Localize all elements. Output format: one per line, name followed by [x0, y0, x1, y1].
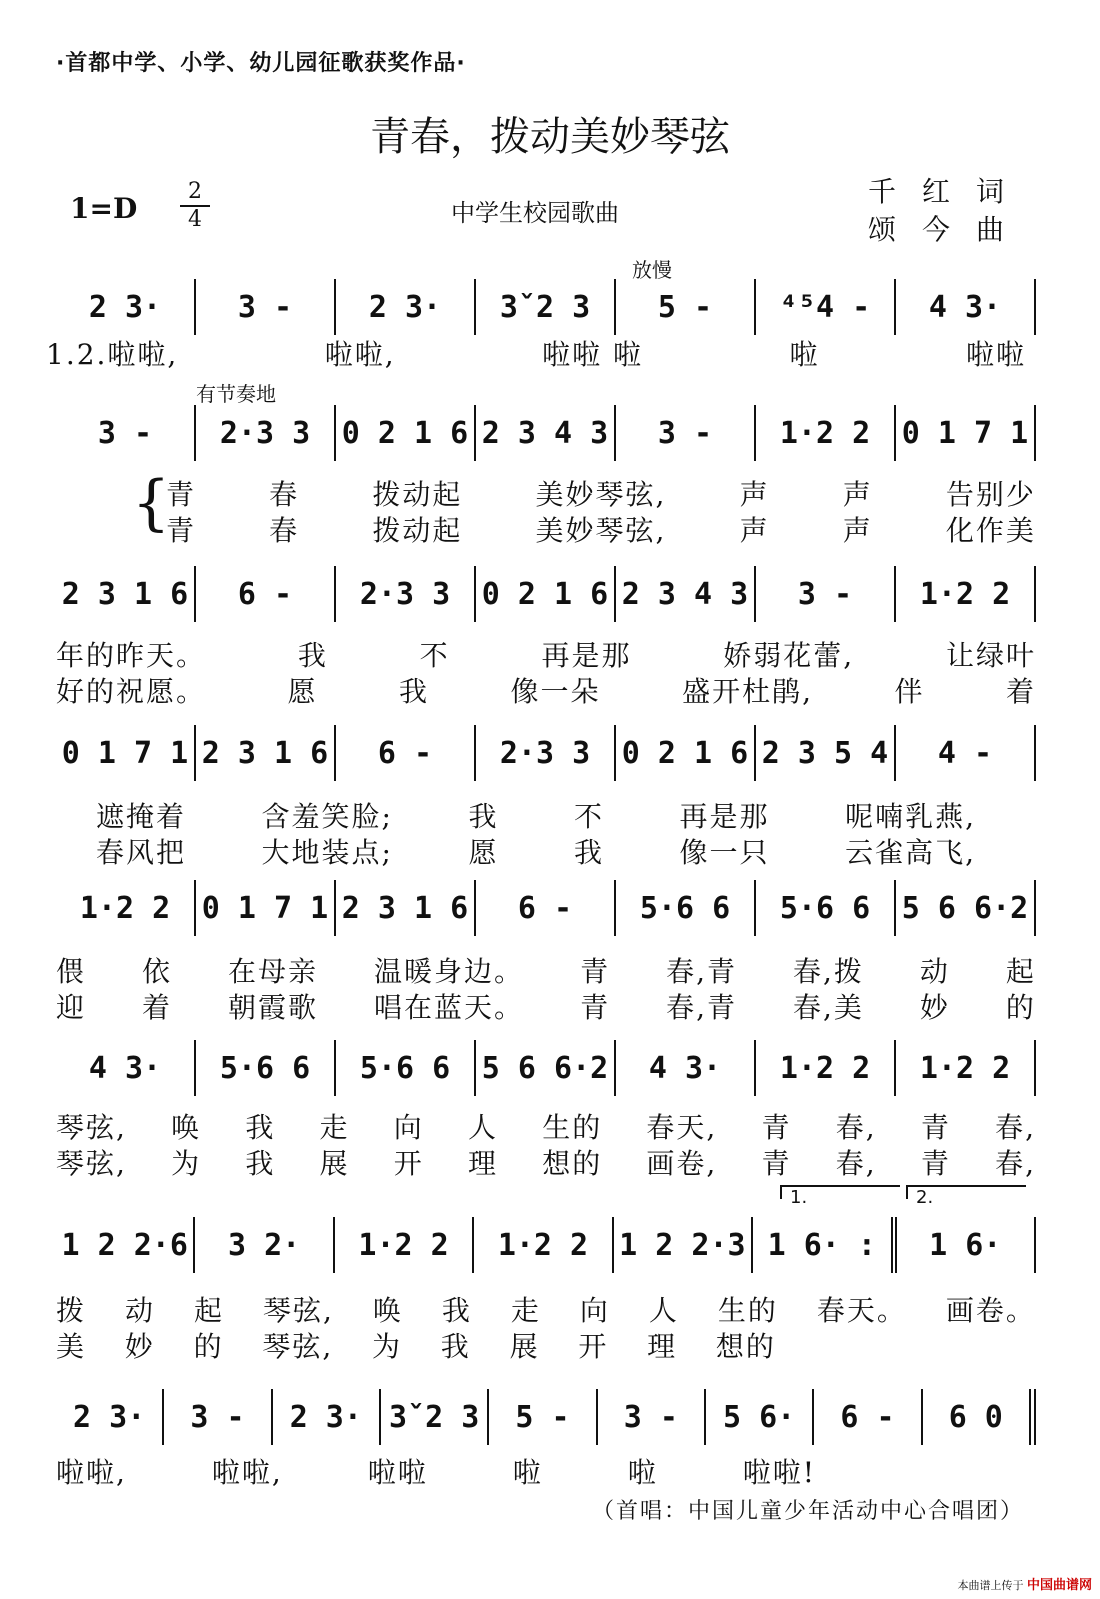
notes-row	[56, 1215, 1036, 1275]
time-signature-bottom: 4	[188, 207, 202, 232]
lyric-word: 春风把	[96, 836, 187, 869]
measure: 0 1 7 1	[894, 405, 1036, 461]
lyric-word: 我	[440, 1330, 471, 1363]
lyric-word: 拨动起	[372, 514, 463, 547]
lyric-word: 春,青	[666, 955, 737, 988]
lyric-word: 美妙琴弦,	[535, 478, 667, 511]
lyric-word: 理	[467, 1147, 498, 1180]
lyric-word: 向	[579, 1294, 610, 1327]
lyric-word: 朝霞歌	[228, 991, 319, 1024]
lyric-word: 琴弦,	[263, 1294, 334, 1327]
lyric-word: 开	[578, 1330, 609, 1363]
lyric-word: 像一只	[679, 836, 770, 869]
lyric-word: 不	[574, 800, 605, 833]
lyric-word: 春,	[995, 1147, 1036, 1180]
lyric-word: 春,	[835, 1111, 877, 1144]
lyric-word: 好的祝愿。	[56, 675, 207, 708]
lyric-word: 生的	[717, 1294, 778, 1327]
lyric-word: 妙	[919, 991, 950, 1024]
lyric-word: 走	[319, 1111, 350, 1144]
lyric-word: 想的	[715, 1330, 776, 1363]
lyric-line	[56, 1453, 816, 1489]
measure: 3 -	[162, 1389, 270, 1445]
lyric-word: 不	[419, 639, 450, 672]
song-subtitle: 中学生校园歌曲	[451, 199, 619, 227]
measure: 2·3 3	[474, 725, 614, 781]
lyric-word: 啦	[512, 1456, 543, 1489]
lyric-word: 琴弦,	[56, 1147, 127, 1180]
measure: 6 -	[812, 1389, 920, 1445]
measure: 5·6 6	[194, 1040, 334, 1096]
tempo-marking-slow: 放慢	[632, 258, 672, 282]
composer-credit: 颂今曲	[868, 213, 1031, 246]
measure: 1 2 2·6	[61, 1227, 188, 1263]
lyric-word: 青	[920, 1147, 951, 1180]
lyric-word: 人	[648, 1294, 679, 1327]
lyric-word: 在母亲	[228, 955, 319, 988]
measure: 2 3 4 3	[614, 566, 754, 622]
measure: 1 6·	[897, 1217, 1036, 1273]
lyric-word: 青	[166, 514, 197, 547]
lyric-word: 声	[739, 514, 770, 547]
measure: 1 2 2·3	[612, 1217, 751, 1273]
lyric-word: 我	[468, 800, 499, 833]
lyric-word: 的	[1005, 991, 1036, 1024]
measure: 6 -	[194, 566, 334, 622]
measure: 3ˇ2 3	[474, 279, 614, 335]
lyric-word: 化作美	[945, 514, 1036, 547]
lyric-line	[56, 1327, 776, 1363]
lyric-line	[56, 1108, 1036, 1144]
expression-marking-rhythmic: 有节奏地	[196, 382, 276, 406]
lyric-word: 琴弦,	[262, 1330, 334, 1363]
lyric-word: 着	[142, 991, 173, 1024]
lyric-word: 偎	[56, 955, 87, 988]
measure: 2 3·	[88, 289, 162, 325]
premiere-credit: （首唱：中国儿童少年活动中心合唱团）	[591, 1499, 1024, 1524]
measure: 2 3 1 6	[194, 725, 334, 781]
lyric-line	[46, 335, 1026, 371]
measure: ⁴⁵4 -	[754, 279, 894, 335]
lyric-line	[56, 988, 1036, 1024]
lyric-word: 展	[509, 1330, 540, 1363]
lyric-word: 啦啦!	[742, 1456, 816, 1489]
lyric-word: 青	[166, 478, 197, 511]
lyric-word: 像一朵	[510, 675, 601, 708]
measure: 2 3 1 6	[61, 576, 189, 612]
watermark-site: 中国曲谱网	[1026, 1578, 1092, 1593]
lyric-word: 青	[761, 1147, 792, 1180]
notes-row	[56, 723, 1036, 783]
lyric-line	[166, 511, 1036, 547]
lyric-word: 向	[393, 1111, 424, 1144]
key-signature: 1=D	[70, 192, 138, 225]
lyric-word: 我	[441, 1294, 472, 1327]
lyric-word: 春天,	[646, 1111, 718, 1144]
lyric-word: 娇弱花蕾,	[723, 639, 855, 672]
measure: 2 3 5 4	[754, 725, 894, 781]
lyric-word: 动	[125, 1294, 156, 1327]
lyric-line	[56, 1291, 1036, 1327]
lyric-word: 让绿叶	[945, 639, 1036, 672]
lyric-word: 我	[574, 836, 605, 869]
lyric-word: 拨	[56, 1294, 87, 1327]
notes-row	[56, 564, 1036, 624]
measure: 3 2·	[193, 1217, 332, 1273]
measure: 2 3 4 3	[474, 405, 614, 461]
lyric-word: 人	[467, 1111, 498, 1144]
measure: 3 -	[754, 566, 894, 622]
lyric-word: 动	[919, 955, 950, 988]
measure: 2 3 1 6	[334, 880, 474, 936]
lyric-word: 为	[171, 1147, 202, 1180]
measure: 3 -	[614, 405, 754, 461]
measure: 1 6· :	[751, 1217, 896, 1273]
lyric-word: 春,	[835, 1147, 877, 1180]
measure: 0 2 1 6	[474, 566, 614, 622]
lyric-word: 呢喃乳燕,	[845, 800, 976, 833]
lyric-word: 开	[393, 1147, 424, 1180]
measure: 3ˇ2 3	[379, 1389, 487, 1445]
lyric-word: 迎	[56, 991, 87, 1024]
lyric-word: 我	[297, 639, 328, 672]
lyric-word: 盛开杜鹃,	[682, 675, 813, 708]
measure: 4 3·	[894, 279, 1036, 335]
lyric-word: 春	[269, 514, 300, 547]
lyric-word: 美	[56, 1330, 87, 1363]
measure: 2·3 3	[334, 566, 474, 622]
lyric-word: 起	[1005, 955, 1036, 988]
measure: 5·6 6	[754, 880, 894, 936]
lyric-word: 啦啦,	[211, 1456, 283, 1489]
lyric-word: 生的	[542, 1111, 603, 1144]
lyric-word: 唱在蓝天。	[374, 991, 525, 1024]
lyric-word: 啦	[789, 338, 820, 371]
lyric-word: 再是那	[679, 800, 770, 833]
lyric-line	[56, 952, 1036, 988]
measure: 0 1 7 1	[194, 880, 334, 936]
lyric-word: 拨动起	[372, 478, 463, 511]
lyric-word: 声	[842, 514, 873, 547]
lyric-word: 想的	[542, 1147, 603, 1180]
measure: 5·6 6	[334, 1040, 474, 1096]
measure: 1·2 2	[472, 1217, 611, 1273]
song-title: 青春，拨动美妙琴弦	[370, 114, 730, 160]
lyric-word: 啦啦 啦	[542, 338, 644, 371]
lyric-word: 大地装点;	[261, 836, 393, 869]
lyric-word: 琴弦,	[56, 1111, 127, 1144]
lyric-word: 声	[739, 478, 770, 511]
lyric-word: 春,拨	[792, 955, 864, 988]
lyric-word: 春,美	[792, 991, 864, 1024]
lyric-word: 啦啦,	[324, 338, 396, 371]
lyric-word: 愿	[468, 836, 499, 869]
lyricist-credit: 千红词	[868, 175, 1031, 208]
lyric-line	[96, 797, 976, 833]
time-signature-top: 2	[188, 179, 202, 204]
lyric-line	[56, 1144, 1036, 1180]
measure: 3 -	[194, 279, 334, 335]
measure: 4 3·	[88, 1050, 162, 1086]
competition-caption: ·首都中学、小学、幼儿园征歌获奖作品·	[56, 51, 466, 76]
measure: 1·2 2	[894, 1040, 1036, 1096]
measure: 1·2 2	[894, 566, 1036, 622]
watermark-prefix: 本曲谱上传于	[957, 1579, 1024, 1592]
lyric-word: 走	[510, 1294, 541, 1327]
lyric-word: 理	[647, 1330, 678, 1363]
lyric-word: 再是那	[541, 639, 632, 672]
measure: 4 3·	[614, 1040, 754, 1096]
lyric-word: 美妙琴弦,	[535, 514, 667, 547]
lyric-word: 妙	[124, 1330, 155, 1363]
verse-brace: {	[132, 468, 171, 538]
lyric-word: 含羞笑脸;	[261, 800, 393, 833]
measure: 1·2 2	[754, 1040, 894, 1096]
lyric-word: 伴	[894, 675, 925, 708]
lyric-word: 啦啦	[965, 338, 1026, 371]
measure: 2 3·	[334, 279, 474, 335]
measure: 0 2 1 6	[334, 405, 474, 461]
measure: 2·3 3	[194, 405, 334, 461]
measure: 5 -	[614, 279, 754, 335]
measure: 2 3·	[271, 1389, 379, 1445]
lyric-word: 春天。	[816, 1294, 907, 1327]
measure: 0 1 7 1	[61, 735, 189, 771]
measure: 5 6 6·2	[474, 1040, 614, 1096]
lyric-word: 为	[372, 1330, 403, 1363]
lyric-word: 青	[761, 1111, 792, 1144]
lyric-word: 年的昨天。	[56, 639, 207, 672]
lyric-word: 我	[245, 1111, 276, 1144]
lyric-word: 着	[1005, 675, 1036, 708]
site-watermark	[957, 1574, 1092, 1593]
lyric-word: 展	[319, 1147, 350, 1180]
lyric-word: 1.2.啦啦,	[46, 338, 179, 371]
volta-first-ending: 1.	[780, 1185, 900, 1199]
lyric-word: 告别少	[945, 478, 1036, 511]
volta-second-ending: 2.	[906, 1185, 1026, 1199]
lyric-line	[96, 833, 976, 869]
lyric-word: 起	[194, 1294, 225, 1327]
lyric-word: 声	[842, 478, 873, 511]
notes-row	[56, 403, 1036, 463]
lyric-word: 青	[920, 1111, 951, 1144]
measure: 4 -	[894, 725, 1036, 781]
lyric-word: 云雀高飞,	[845, 836, 976, 869]
measure: 5 6 6·2	[894, 880, 1036, 936]
notes-row	[56, 1387, 1036, 1447]
lyric-word: 啦	[627, 1456, 658, 1489]
lyric-word: 啦啦,	[56, 1456, 127, 1489]
lyric-word: 我	[245, 1147, 276, 1180]
lyric-word: 青	[580, 955, 611, 988]
measure: 3 -	[97, 415, 153, 451]
lyric-line	[56, 636, 1036, 672]
lyric-word: 春,青	[666, 991, 737, 1024]
measure: 1·2 2	[754, 405, 894, 461]
notes-row	[56, 277, 1036, 337]
lyric-word: 青	[580, 991, 611, 1024]
lyric-word: 春	[269, 478, 300, 511]
lyric-word: 愿	[287, 675, 318, 708]
measure: 3 -	[596, 1389, 704, 1445]
lyric-word: 画卷,	[646, 1147, 718, 1180]
measure: 1·2 2	[79, 890, 171, 926]
measure: 5 6·	[704, 1389, 812, 1445]
lyric-word: 遮掩着	[96, 800, 187, 833]
lyric-word: 的	[193, 1330, 224, 1363]
lyric-word: 春,	[995, 1111, 1036, 1144]
lyric-line	[56, 672, 1036, 708]
notes-row	[56, 1038, 1036, 1098]
lyric-word: 我	[399, 675, 430, 708]
measure: 6 -	[474, 880, 614, 936]
lyric-word: 唤	[171, 1111, 202, 1144]
measure: 6 -	[334, 725, 474, 781]
lyric-word: 温暖身边。	[374, 955, 525, 988]
measure: 1·2 2	[333, 1217, 472, 1273]
lyric-word: 啦啦	[367, 1456, 428, 1489]
lyric-word: 画卷。	[945, 1294, 1036, 1327]
measure: 5·6 6	[614, 880, 754, 936]
measure: 0 2 1 6	[614, 725, 754, 781]
measure: 6 0	[921, 1389, 1036, 1445]
measure: 5 -	[487, 1389, 595, 1445]
lyric-line	[166, 475, 1036, 511]
measure: 2 3·	[73, 1399, 146, 1435]
lyric-word: 依	[142, 955, 173, 988]
lyric-word: 唤	[372, 1294, 403, 1327]
notes-row	[56, 878, 1036, 938]
